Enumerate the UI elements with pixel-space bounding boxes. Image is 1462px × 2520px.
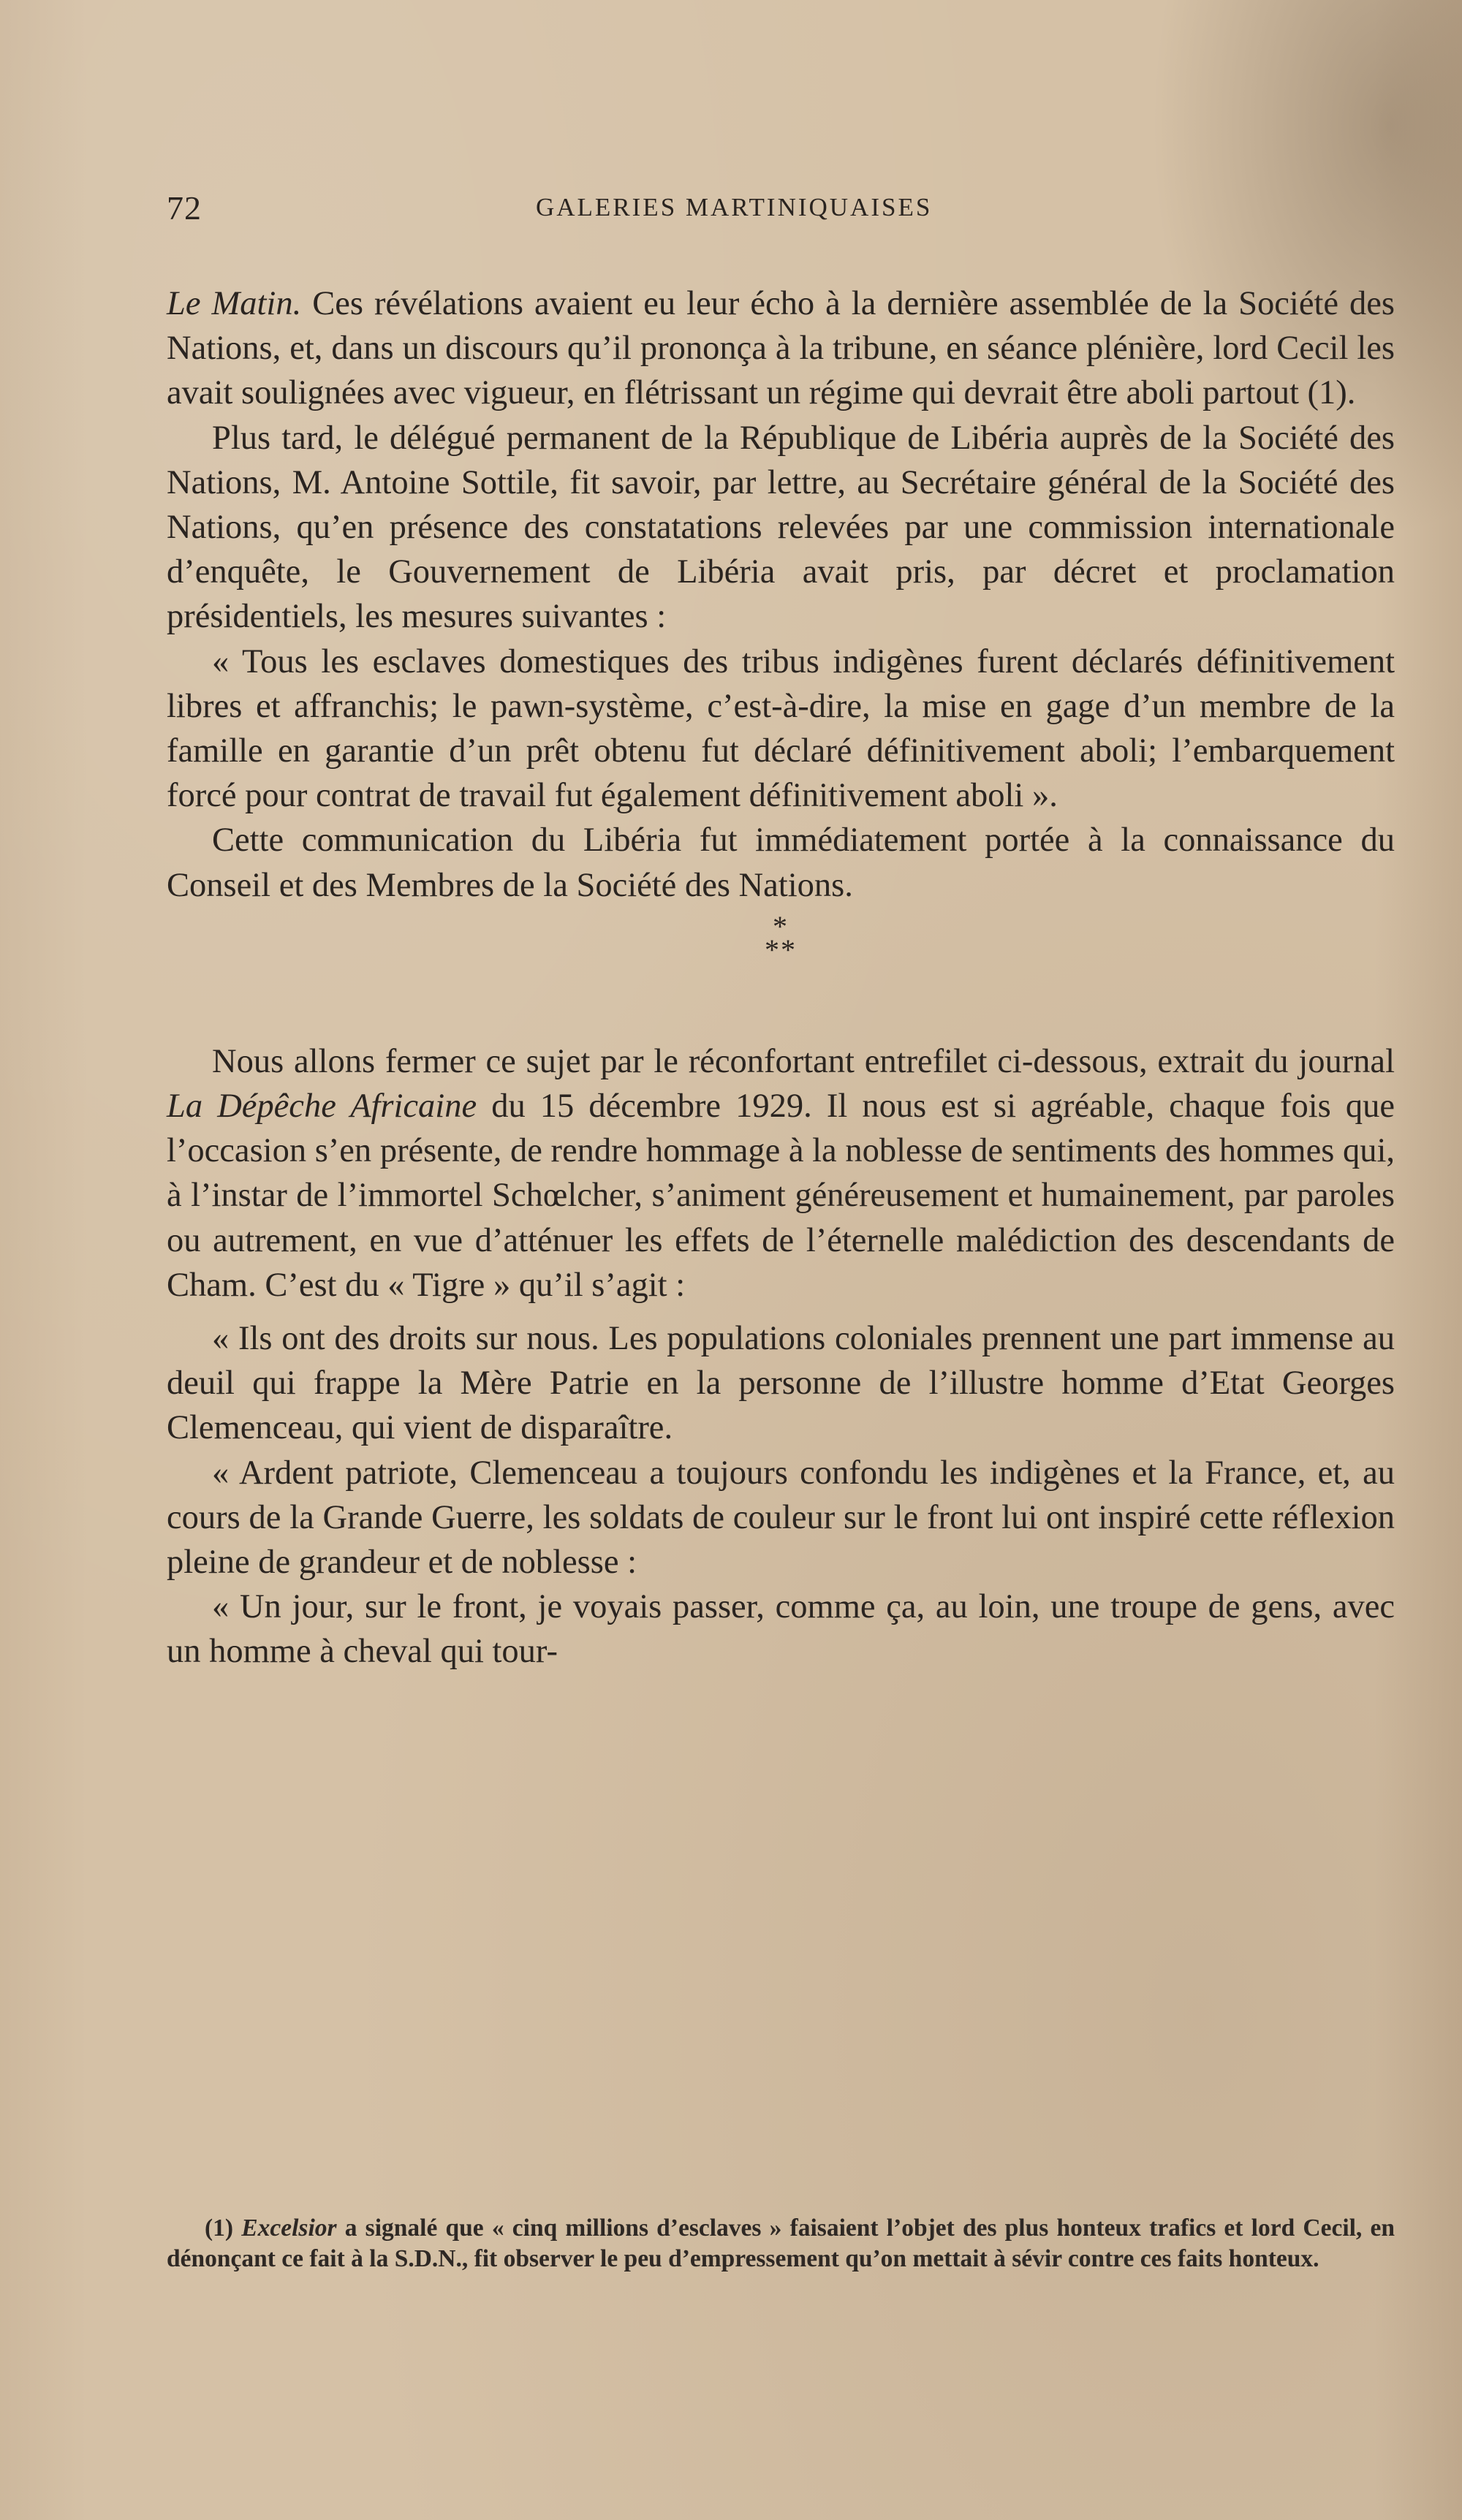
- section-break-asterism: [167, 908, 1395, 1039]
- paragraph-8-quote: « Un jour, sur le front, je voyais passer, comme ça, au loin, une troupe de gens, avec un homme à cheval qui tour-: [167, 1588, 1395, 1671]
- footnote: [167, 2213, 1395, 2274]
- paragraph-5: [167, 1039, 1395, 1308]
- newspaper-title-excelsior: Excelsior: [241, 2215, 337, 2242]
- asterism-glyph: * **: [765, 909, 797, 966]
- page-header: [167, 189, 1395, 232]
- paragraph-1: [167, 281, 1395, 416]
- paragraph-1-text: Ces révélations avaient eu leur écho à la dernière assemblée de la Société des Nations, et, dans un discours qu’il prononça à la tribune, en séance plénière, lord Cecil les avait soulignées avec vigueur, en flétrissant un régime qui devrait être aboli partout (1).: [167, 285, 1395, 412]
- footnote-marker: (1): [205, 2215, 234, 2242]
- paragraph-6-quote: « Ils ont des droits sur nous. Les populations coloniales prennent une part immense au deuil qui frappe la Mère Patrie en la personne de l’illustre homme d’Etat Georges Clemenceau, qui vient de disparaître.: [167, 1320, 1395, 1447]
- footnote-text: a signalé que « cinq millions d’esclaves » faisaient l’objet des plus honteux trafics et lord Cecil, en dénonçant ce fait à la S.D.N., fit observer le peu d’empressement qu’on mettait à sévir contre ces faits honteux.: [167, 2215, 1395, 2272]
- paragraph-7-quote: « Ardent patriote, Clemenceau a toujours confondu les indigènes et la France, et, au cours de la Grande Guerre, les soldats de couleur sur le front lui ont inspiré cette réflexion pleine de grandeur et de noblesse :: [167, 1454, 1395, 1582]
- paragraph-3-quote: « Tous les esclaves domestiques des tribus indigènes furent déclarés définitivement libres et affranchis; le pawn-système, c’est-à-dire, la mise en gage d’un membre de la famille en garantie d’un prêt obtenu fut déclaré définitivement aboli; l’embarquement forcé pour contrat de travail fut également définitivement aboli ».: [167, 642, 1395, 815]
- main-text: [167, 281, 1395, 1674]
- paragraph-2: Plus tard, le délégué permanent de la République de Libéria auprès de la Société des Nations, M. Antoine Sottile, fit savoir, par lettre, au Secrétaire général de la Société des Nations, qu’en présence des constatations relevées par une commission internationale d’enquête, le Gouvernement de Libéria avait pris, par décret et proclamation présidentiels, les mesures suivantes :: [167, 419, 1395, 636]
- newspaper-title-le-matin: Le Matin.: [167, 285, 302, 322]
- newspaper-title-depeche-africaine: La Dépêche Africaine: [167, 1088, 477, 1126]
- running-title: GALERIES MARTINIQUAISES: [536, 193, 933, 221]
- page-number: 72: [167, 189, 202, 227]
- paragraph-4: Cette communication du Libéria fut immédiatement portée à la connaissance du Conseil et des Membres de la Société des Nations.: [167, 821, 1395, 904]
- paragraph-5-text-after: du 15 décembre 1929. Il nous est si agréable, chaque fois que l’occasion s’en présente, de rendre hommage à la noblesse de sentiments des hommes qui, à l’instar de l’immortel Schœlcher, s’animent généreusement et humainement, par paroles ou autrement, en vue d’atténuer les effets de l’éternelle malédiction des descendants de Cham. C’est du « Tigre » qu’il s’agit :: [167, 1088, 1395, 1304]
- paragraph-5-text-before: Nous allons fermer ce sujet par le réconfortant entrefilet ci-dessous, extrait du journal: [212, 1042, 1395, 1080]
- footnote-1: [167, 2213, 1395, 2274]
